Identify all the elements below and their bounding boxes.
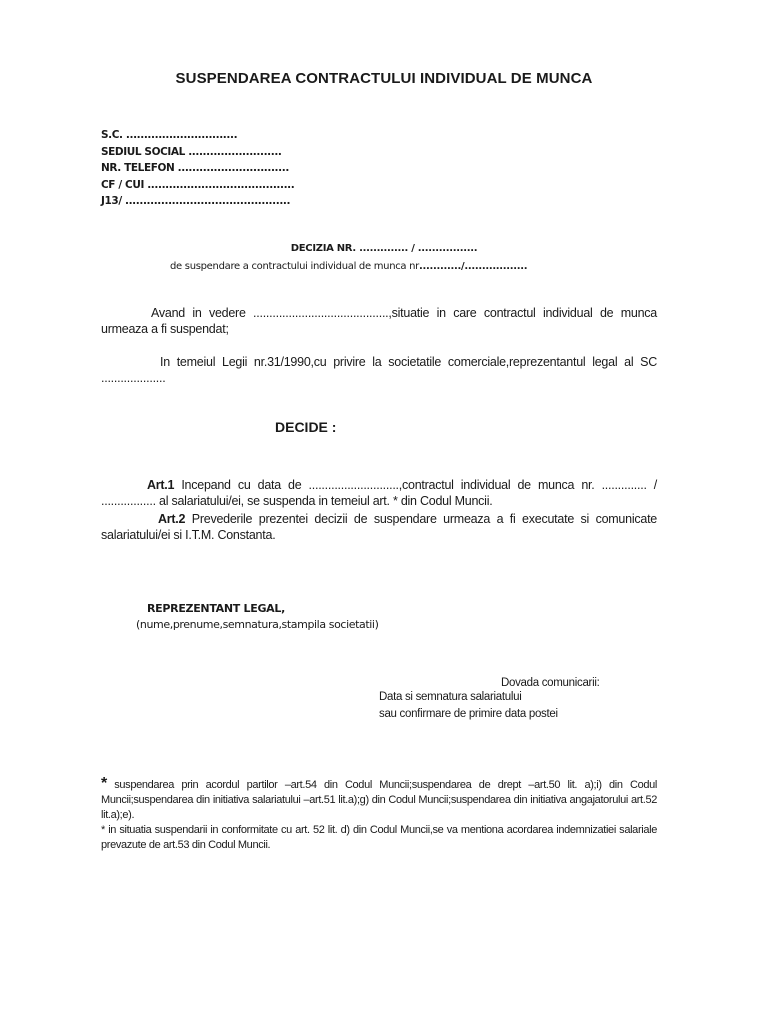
proof-block	[379, 689, 558, 723]
footnote-2: * in situatia suspendarii in conformitate cu art. 52 lit. d) din Codul Muncii,se va mentiona acordarea indemnizatiei salariale prevazute de art.53 din Codul Muncii.	[101, 824, 657, 851]
article-2-label: Art.2	[158, 512, 186, 526]
document-title: SUSPENDAREA CONTRACTULUI INDIVIDUAL DE MUNCA	[175, 70, 593, 87]
footnote-1-star: *	[101, 775, 107, 792]
paragraph-in-temeiul: In temeiul Legii nr.31/1990,cu privire la societatile comerciale,reprezentantul legal al SC ....................	[101, 355, 657, 385]
article-2-text: Prevederile prezentei decizii de suspendare urmeaza a fi executate si comunicate salariatului/ei si I.T.M. Constanta.	[101, 512, 657, 542]
article-2	[101, 511, 657, 543]
footnotes	[101, 775, 657, 853]
legal-rep-subtitle: (nume,prenume,semnatura,stampila societatii)	[136, 618, 379, 631]
decision-subtitle	[170, 261, 527, 272]
footnote-1-text: suspendarea prin acordul partilor –art.54 din Codul Muncii;suspendarea de drept –art.50 lit. a);i) din Codul Muncii;suspendarea din initiativa salariatului –art.51 lit.a);g) din Codul Muncii;suspendarea din initiativa angajatorului art.52 lit.a);e).	[101, 779, 657, 821]
decision-number: DECIZIA NR. .............. / .................	[290, 243, 478, 254]
company-line-j13: J13/ ..............................................	[101, 195, 291, 207]
company-line-sediu: SEDIUL SOCIAL ..........................	[101, 145, 282, 158]
article-1-label: Art.1	[147, 478, 175, 492]
company-line-cui: CF / CUI .........................................	[101, 178, 295, 191]
decision-subtitle-number: ............/..................	[418, 261, 528, 272]
proof-label: Dovada comunicarii:	[501, 677, 600, 689]
article-1	[101, 477, 657, 509]
company-line-telefon: NR. TELEFON ...............................	[101, 162, 289, 174]
footnote-1	[101, 775, 657, 823]
proof-line-1: Data si semnatura salariatului	[379, 691, 522, 703]
decide-heading: DECIDE :	[275, 419, 337, 435]
proof-line-2: sau confirmare de primire data postei	[379, 708, 558, 720]
legal-rep-title: REPREZENTANT LEGAL,	[147, 602, 285, 615]
decision-subtitle-prefix: de suspendare a contractului individual de munca nr	[170, 261, 419, 272]
paragraph-avand-in-vedere: Avand in vedere ..........................................,situatie in care contractul individual de munca urmeaza a fi suspendat;	[101, 306, 657, 336]
company-line-sc: S.C. ...............................	[101, 129, 238, 141]
company-info-block	[101, 127, 294, 210]
article-1-text: Incepand cu data de ............................,contractul individual de munca nr. .............. / ................. al salariatului/ei, se suspenda in temeiul art. * din Codul Muncii.	[101, 478, 657, 508]
